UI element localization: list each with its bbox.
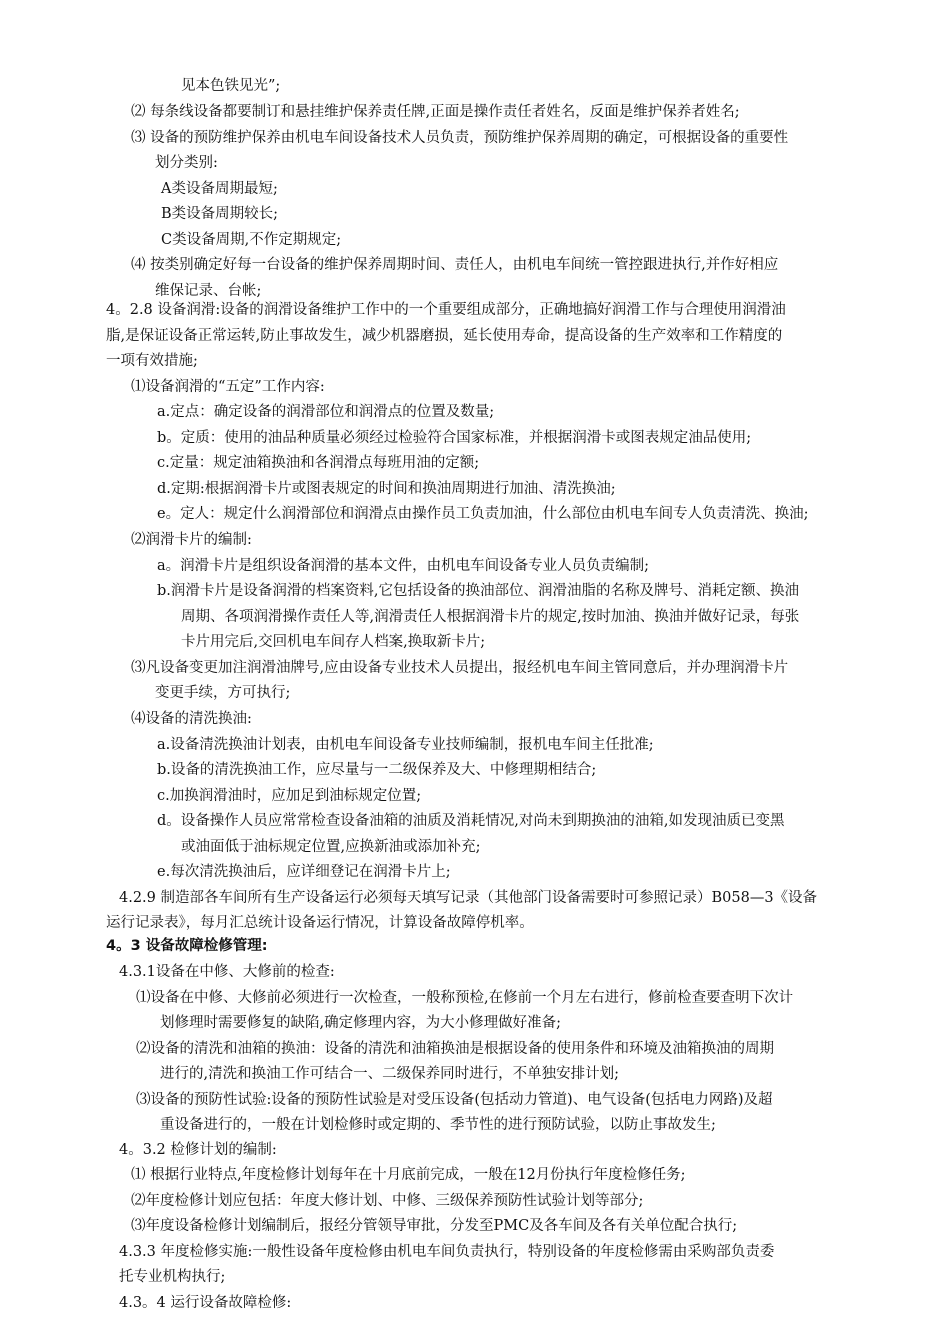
text-line: 4.2.9 制造部各车间所有生产设备运行必须每天填写记录（其他部门设备需要时可参照记录）B058—3《设备 <box>119 890 818 906</box>
text-line: 一项有效措施; <box>106 353 198 369</box>
text-line: ⑶年度设备检修计划编制后，报经分管领导审批，分发至PMC及各车间及各有关单位配合执行; <box>131 1218 738 1234</box>
text-line: 划修理时需要修复的缺陷,确定修理内容，为大小修理做好准备; <box>160 1015 561 1031</box>
text-line: 4.3.3 年度检修实施:一般性设备年度检修由机电车间负责执行，特别设备的年度检修需由采购部负责委 <box>119 1244 775 1260</box>
text-line: e。定人：规定什么润滑部位和润滑点由操作员工负责加油，什么部位由机电车间专人负责清洗、换油; <box>157 506 809 522</box>
text-line: C类设备周期,不作定期规定; <box>161 232 342 248</box>
text-line: ⑵设备的清洗和油箱的换油：设备的清洗和油箱换油是根据设备的使用条件和环境及油箱换油的周期 <box>136 1041 774 1057</box>
text-line: b.设备的清洗换油工作，应尽量与一二级保养及大、中修理期相结合; <box>157 762 597 778</box>
text-line: a.设备清洗换油计划表，由机电车间设备专业技师编制，报机电车间主任批准; <box>157 737 654 753</box>
text-line: ⑵润滑卡片的编制: <box>131 532 252 548</box>
text-line: 4。2.8 设备润滑:设备的润滑设备维护工作中的一个重要组成部分，正确地搞好润滑工作与合理使用润滑油 <box>106 302 786 318</box>
text-line: A类设备周期最短; <box>161 181 278 197</box>
text-line: 4.3。4 运行设备故障检修: <box>119 1295 292 1311</box>
text-line: 运行记录表》，每月汇总统计设备运行情况，计算设备故障停机率。 <box>106 915 534 931</box>
text-line: 周期、各项润滑操作责任人等,润滑责任人根据润滑卡片的规定,按时加油、换油并做好记录，每张 <box>181 609 800 625</box>
text-line: b。定质：使用的油品种质量必须经过检验符合国家标准，并根据润滑卡或图表规定油品使用; <box>157 430 752 446</box>
text-line: d.定期:根据润滑卡片或图表规定的时间和换油周期进行加油、清洗换油; <box>157 481 616 497</box>
text-line: ⑵年度检修计划应包括：年度大修计划、中修、三级保养预防性试验计划等部分; <box>131 1193 644 1209</box>
text-line: c.加换润滑油时，应加足到油标规定位置; <box>157 788 422 804</box>
text-line: ⑶ 设备的预防维护保养由机电车间设备技术人员负责，预防维护保养周期的确定，可根据设备的重要性 <box>131 130 789 146</box>
text-line: ⑷ 按类别确定好每一台设备的维护保养周期时间、责任人，由机电车间统一管控跟进执行,并作好相应 <box>131 257 779 273</box>
text-line: a.定点：确定设备的润滑部位和润滑点的位置及数量; <box>157 404 495 420</box>
text-line: B类设备周期较长; <box>161 206 279 222</box>
text-line: ⑶设备的预防性试验:设备的预防性试验是对受压设备(包括动力管道)、电气设备(包括电力网路)及超 <box>136 1092 773 1108</box>
text-line: ⑴设备润滑的“五定”工作内容: <box>131 379 325 395</box>
text-line: 进行的,清洗和换油工作可结合一、二级保养同时进行，不单独安排计划; <box>160 1066 619 1082</box>
text-line: 或油面低于油标规定位置,应换新油或添加补充; <box>181 839 481 855</box>
section-heading: 4。3 设备故障检修管理: <box>106 938 268 954</box>
text-line: 卡片用完后,交回机电车间存人档案,换取新卡片; <box>181 634 486 650</box>
text-line: b.润滑卡片是设备润滑的档案资料,它包括设备的换油部位、润滑油脂的名称及牌号、消耗定额、换油 <box>157 583 799 599</box>
text-line: e.每次清洗换油后，应详细登记在润滑卡片上; <box>157 864 451 880</box>
text-line: 见本色铁见光”; <box>181 78 281 94</box>
text-line: 划分类别: <box>155 155 218 171</box>
text-line: 4。3.2 检修计划的编制: <box>119 1142 277 1158</box>
text-line: 维保记录、台帐; <box>155 283 262 299</box>
text-line: 重设备进行的，一般在计划检修时或定期的、季节性的进行预防试验，以防止事故发生; <box>160 1117 716 1133</box>
text-line: ⑷设备的清洗换油: <box>131 711 252 727</box>
text-line: d。设备操作人员应常常检查设备油箱的油质及消耗情况,对尚未到期换油的油箱,如发现油质已变黑 <box>157 813 785 829</box>
text-line: ⑴设备在中修、大修前必须进行一次检查，一般称预检,在修前一个月左右进行，修前检查要查明下次计 <box>136 990 794 1006</box>
text-line: 脂,是保证设备正常运转,防止事故发生，减少机器磨损，延长使用寿命，提高设备的生产效率和工作精度的 <box>106 328 783 344</box>
text-line: 变更手续，方可执行; <box>155 685 291 701</box>
text-line: 托专业机构执行; <box>119 1269 226 1285</box>
text-line: ⑵ 每条线设备都要制订和悬挂维护保养责任牌,正面是操作责任者姓名，反面是维护保养者姓名; <box>131 104 740 120</box>
text-line: c.定量：规定油箱换油和各润滑点每班用油的定额; <box>157 455 480 471</box>
text-line: 4.3.1设备在中修、大修前的检查: <box>119 964 335 980</box>
text-line: a。润滑卡片是组织设备润滑的基本文件，由机电车间设备专业人员负责编制; <box>157 558 650 574</box>
text-line: ⑶凡设备变更加注润滑油牌号,应由设备专业技术人员提出，报经机电车间主管同意后，并办理润滑卡片 <box>131 660 789 676</box>
text-line: ⑴ 根据行业特点,年度检修计划每年在十月底前完成，一般在12月份执行年度检修任务; <box>131 1167 686 1183</box>
